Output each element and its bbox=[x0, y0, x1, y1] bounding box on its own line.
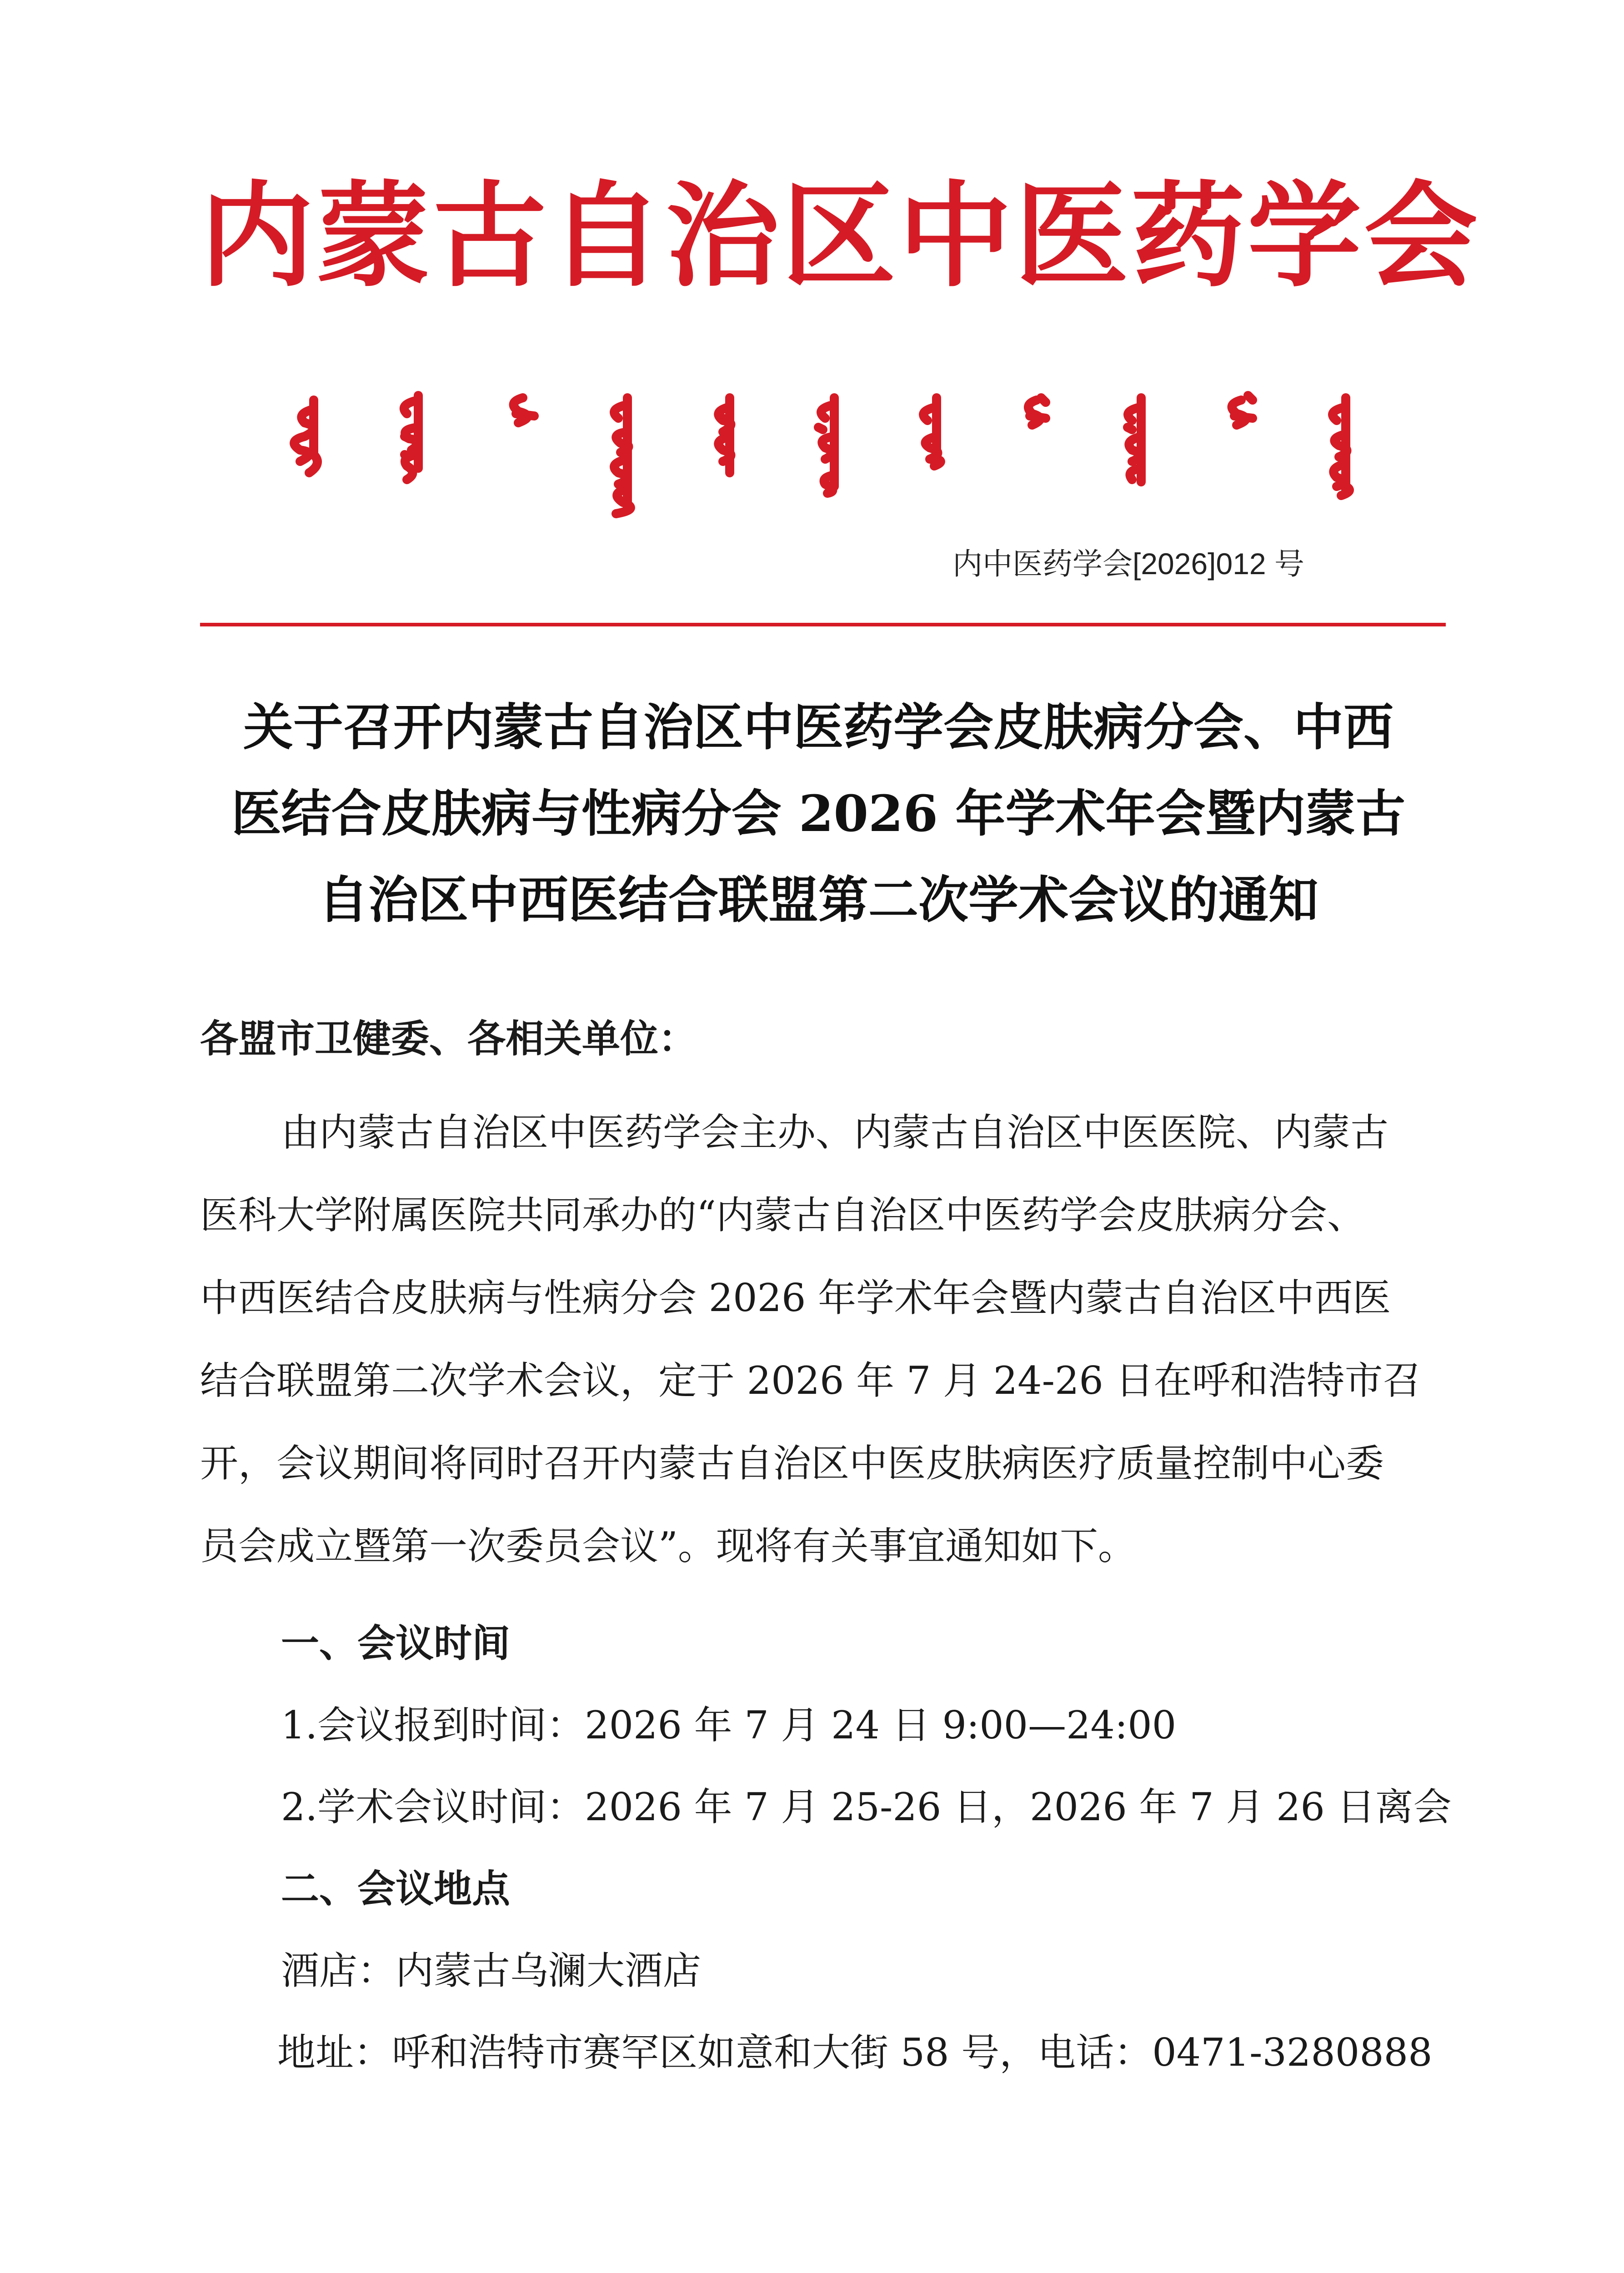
paragraph-line: 结合联盟第二次学术会议，定于 2026 年 7 月 24-26 日在呼和浩特市召 bbox=[200, 1358, 1421, 1403]
paragraph-line: 中西医结合皮肤病与性病分会 2026 年学术年会暨内蒙古自治区中西医 bbox=[200, 1276, 1391, 1320]
document-number: 内中医药学会[2026]012 号 bbox=[952, 547, 1304, 581]
section-heading-time: 一、会议时间 bbox=[281, 1621, 511, 1666]
paragraph-line: 由内蒙古自治区中医药学会主办、内蒙古自治区中医医院、内蒙古 bbox=[281, 1110, 1389, 1155]
paragraph-line: 开，会议期间将同时召开内蒙古自治区中医皮肤病医疗质量控制中心委 bbox=[200, 1441, 1384, 1486]
paragraph-line: 医科大学附属医院共同承办的“内蒙古自治区中医药学会皮肤病分会、 bbox=[200, 1193, 1365, 1237]
section-heading-location: 二、会议地点 bbox=[281, 1866, 511, 1911]
hotel-name: 酒店：内蒙古乌澜大酒店 bbox=[281, 1948, 702, 1993]
intro-paragraph bbox=[200, 1091, 1464, 1587]
paragraph-line: 员会成立暨第一次委员会议”。现将有关事宜通知如下。 bbox=[200, 1524, 1136, 1568]
notice-title bbox=[182, 684, 1455, 943]
salutation: 各盟市卫健委、各相关单位： bbox=[200, 1016, 697, 1061]
title-line: 关于召开内蒙古自治区中医药学会皮肤病分会、中西 bbox=[243, 698, 1393, 756]
title-line: 医结合皮肤病与性病分会 2026 年学术年会暨内蒙古 bbox=[231, 784, 1406, 843]
meeting-time-item: 2.学术会议时间：2026 年 7 月 25-26 日，2026 年 7 月 26 日离会 bbox=[281, 1785, 1452, 1829]
mongolian-name-script bbox=[0, 0, 1624, 568]
red-divider-line bbox=[200, 623, 1446, 626]
org-name-heading: 内蒙古自治区中医药学会 bbox=[200, 170, 1480, 302]
hotel-address: 地址：呼和浩特市赛罕区如意和大街 58 号，电话：0471-3280888 bbox=[277, 2030, 1433, 2075]
title-line: 自治区中西医结合联盟第二次学术会议的通知 bbox=[318, 871, 1318, 929]
registration-time-item: 1.会议报到时间：2026 年 7 月 24 日 9:00—24:00 bbox=[281, 1703, 1177, 1747]
